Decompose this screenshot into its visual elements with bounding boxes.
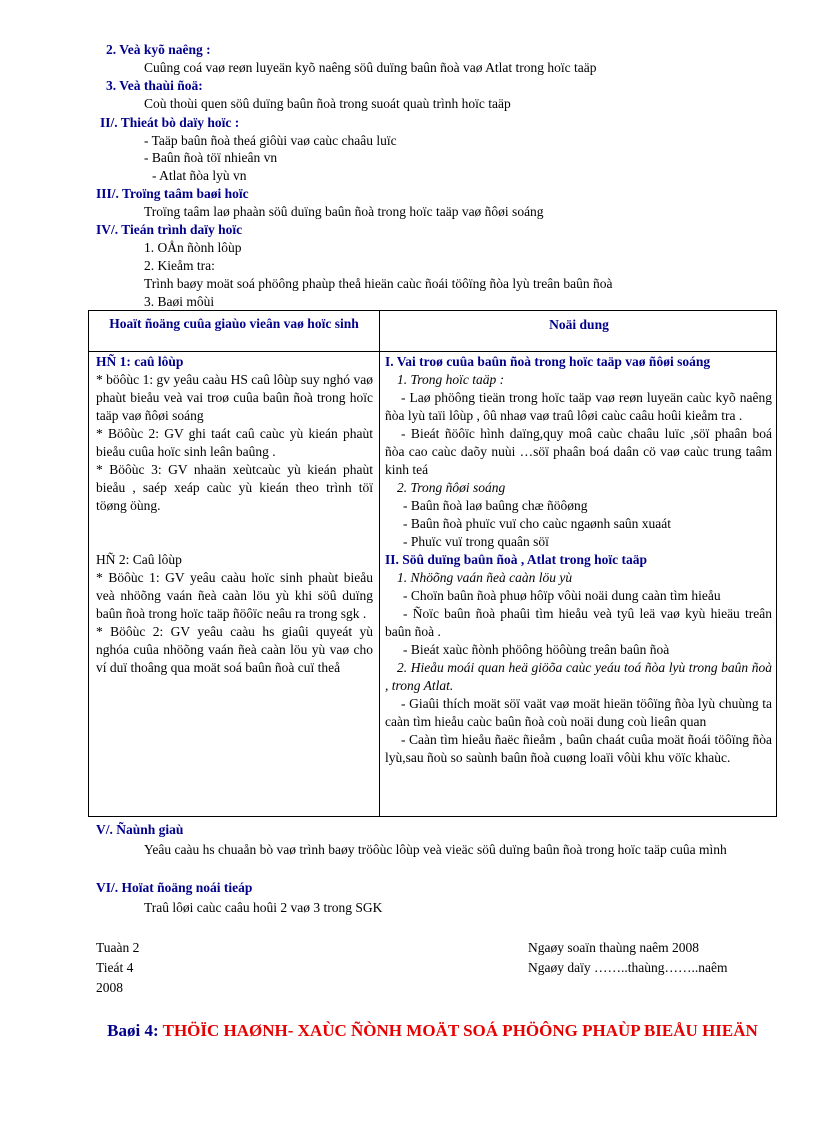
step-2-text: Trình baøy moät soá phöông phaùp theå hieän caùc ñoái töôïng ñòa lyù treân baûn ñoà: [144, 276, 613, 291]
activity-step: * Böôùc 2: GV ghi taát caû caùc yù kieán phaùt bieåu cuûa hoïc sinh leân baûng .: [96, 426, 373, 459]
activity-1-title: HÑ 1: caû lôùp: [96, 354, 184, 369]
attitude-text: Coù thoùi quen söû duïng baûn ñoà trong suoát quaù trình hoïc taäp: [144, 96, 511, 111]
content-bullet: - Phuïc vuï trong quaân söï: [403, 534, 549, 549]
content-subsection: 1. Nhöõng vaán ñeà caàn löu yù: [397, 570, 573, 585]
date-written: Ngaøy soaïn thaùng naêm 2008: [528, 940, 699, 955]
activity-step: * böôùc 1: gv yeâu caàu HS caû lôùp suy nghó vaø phaùt bieåu veà vai troø cuûa baûn ñoà trong hoïc taäp vaø ñôøi soáng: [96, 372, 373, 423]
lesson-title-label: Baøi 4:: [107, 1021, 159, 1040]
activity-step: * Böôùc 1: GV yeâu caàu hoïc sinh phaùt bieåu veà nhöõng vaán ñeà caàn löu yù khi söû duïng baûn ñoà trong hoïc taäp ñöôïc neâu ra trong sgk .: [96, 570, 373, 621]
focus-heading: III/. Troïng taâm baøi hoïc: [96, 186, 249, 201]
lesson-table: [88, 310, 777, 817]
content-bullet: - Ñoïc baûn ñoà phaûi tìm hieåu veà tyû leä vaø kyù hieäu treân baûn ñoà .: [385, 606, 772, 639]
header-activities: Hoaït ñoäng cuûa giaùo vieân vaø hoïc sinh: [109, 316, 359, 331]
activities-column: [96, 353, 373, 677]
step-1: 1. OÅn ñònh lôùp: [144, 240, 242, 255]
content-paragraph: - Giaûi thích moät söï vaät vaø moät hieän töôïng ñòa lyù chuùng ta caàn tìm hieåu caùc baûn ñoà coù noäi dung coù lieân quan: [385, 696, 772, 729]
skills-heading: 2. Veà kyõ naêng :: [106, 42, 211, 57]
activity-step: * Böôùc 2: GV yeâu caàu hs giaûi quyeát yù nghóa cuûa nhöõng vaán ñeà caàn löu yù vaø cho ví duï thoâng qua moät soá baûn ñoà cuï theå: [96, 624, 373, 675]
equipment-heading: II/. Thieát bò daïy hoïc :: [100, 115, 240, 130]
review-text: Yeâu caàu hs chuaån bò vaø trình baøy tröôùc lôùp veà vieäc söû duïng baûn ñoà trong hoïc taäp cuûa mình: [144, 842, 727, 857]
equipment-item: - Atlat ñòa lyù vn: [152, 168, 247, 183]
content-paragraph: - Laø phöông tieän trong hoïc taäp vaø reøn luyeän caùc kyõ naêng ñòa lyù taïi lôùp , ôû nhaø vaø traû lôøi caùc caâu hoûi kieåm tra .: [385, 390, 772, 423]
step-2: 2. Kieåm tra:: [144, 258, 215, 273]
lesson-title-text: THÖÏC HAØNH- XAÙC ÑÒNH MOÄT SOÁ PHÖÔNG PHAÙP BIEÅU HIEÄN: [162, 1021, 758, 1040]
review-heading: V/. Ñaùnh giaù: [96, 822, 184, 837]
content-paragraph: - Caàn tìm hieåu ñaëc ñieåm , baûn chaát cuûa moät ñoái töôïng ñòa lyù,sau ñoù so saùnh baûn ñoà cuøng loaïi vôùi khu vöïc khaùc.: [385, 732, 772, 765]
skills-text: Cuûng coá vaø reøn luyeän kyõ naêng söû duïng baûn ñoà vaø Atlat trong hoïc taäp: [144, 60, 597, 75]
column-divider: [379, 311, 380, 816]
header-content: Noäi dung: [549, 317, 609, 332]
content-section-2-title: II. Söû duïng baûn ñoà , Atlat trong hoïc taäp: [385, 552, 647, 567]
attitude-heading: 3. Veà thaùi ñoä:: [106, 78, 203, 93]
content-paragraph: - Bieát ñöôïc hình daïng,quy moâ caùc chaâu luïc ,söï phaân boá ñòa cao caùc daõy nuùi …söï phaân boá daân cö vaø caùc trung taâm kinh teá: [385, 426, 772, 477]
focus-text: Troïng taâm laø phaàn söû duïng baûn ñoà trong hoïc taäp vaø ñôøi soáng: [144, 204, 544, 219]
equipment-item: - Taäp baûn ñoà theá giôùi vaø caùc chaâu luïc: [144, 133, 397, 148]
content-subsection: 2. Trong ñôøi soáng: [397, 480, 506, 495]
header-divider: [89, 351, 776, 352]
period-label: Tieát 4: [96, 960, 134, 975]
equipment-item: - Baûn ñoà töï nhieân vn: [144, 150, 278, 165]
activity-step: * Böôùc 3: GV nhaän xeùtcaùc yù kieán phaùt bieåu , saép xeáp caùc yù kieán theo trình töï töøng öùng.: [96, 462, 373, 513]
content-bullet: - Choïn baûn ñoà phuø hôïp vôùi noäi dung caàn tìm hieåu: [403, 588, 721, 603]
process-heading: IV/. Tieán trình daïy hoïc: [96, 222, 243, 237]
lesson-title: [88, 1020, 777, 1041]
content-subsection: 2. Hieåu moái quan heä giöõa caùc yeáu toá ñòa lyù trong baûn ñoà , trong Atlat.: [385, 660, 772, 693]
content-column: [385, 353, 772, 767]
content-section-1-title: I. Vai troø cuûa baûn ñoà trong hoïc taäp vaø ñôøi soáng: [385, 354, 711, 369]
date-taught: Ngaøy daïy ……..thaùng……..naêm: [528, 960, 728, 975]
year-label: 2008: [96, 980, 123, 995]
content-bullet: - Baûn ñoà laø baûng chæ ñöôøng: [403, 498, 588, 513]
content-subsection: 1. Trong hoïc taäp :: [397, 372, 505, 387]
step-3: 3. Baøi môùi: [144, 294, 215, 309]
followup-text: Traû lôøi caùc caâu hoûi 2 vaø 3 trong SGK: [144, 900, 383, 915]
followup-heading: VI/. Hoïat ñoäng noái tieáp: [96, 880, 253, 895]
content-bullet: - Bieát xaùc ñònh phöông höôùng treân baûn ñoà: [403, 642, 670, 657]
activity-2-title: HÑ 2: Caû lôùp: [96, 552, 182, 567]
content-bullet: - Baûn ñoà phuïc vuï cho caùc ngaønh saûn xuaát: [403, 516, 672, 531]
week-label: Tuaàn 2: [96, 940, 140, 955]
